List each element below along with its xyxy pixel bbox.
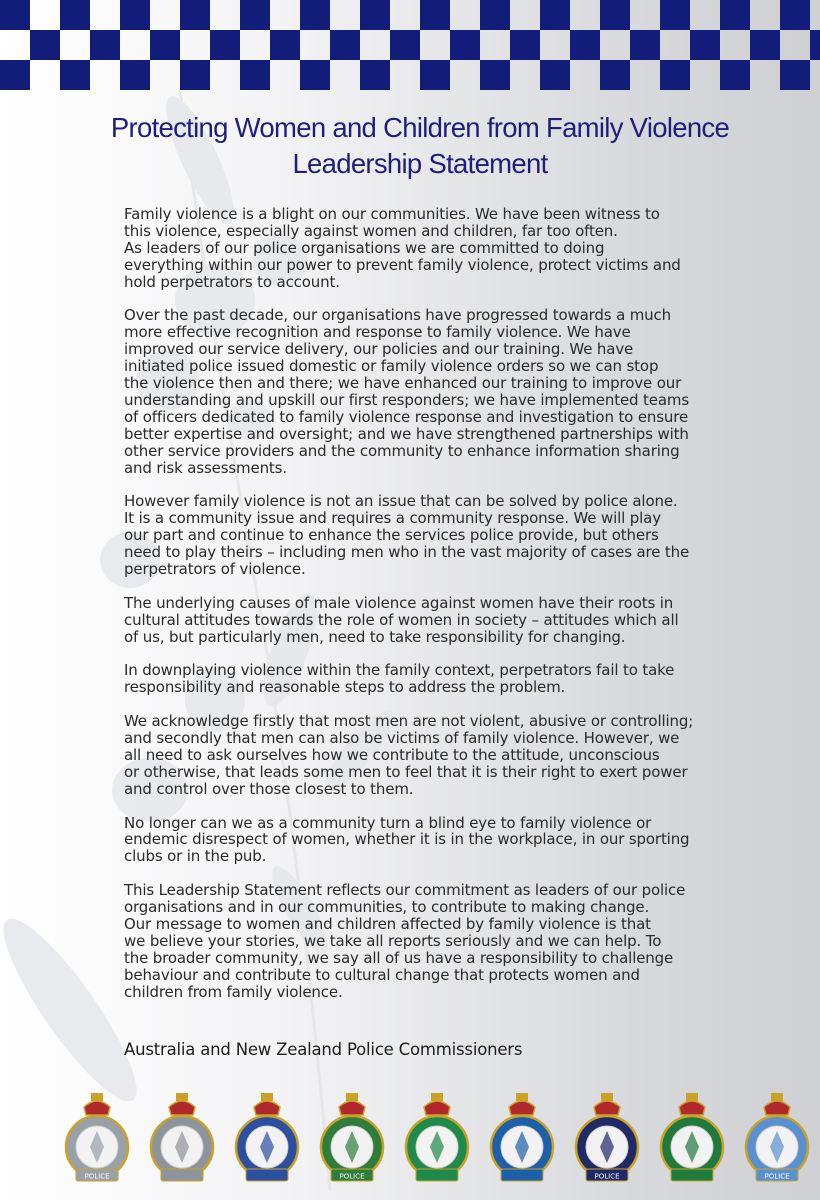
paragraph-line: behaviour and contribute to cultural change that protects women and — [124, 965, 640, 984]
paragraph-line: and control over those closest to them. — [124, 779, 414, 798]
paragraph-line: improved our service delivery, our policies and our training. We have — [124, 340, 634, 359]
paragraph-line: No longer can we as a community turn a blind eye to family violence or — [124, 813, 652, 832]
paragraph-line: of us, but particularly men, need to take responsibility for changing. — [124, 627, 626, 646]
paragraph-line: We acknowledge firstly that most men are not violent, abusive or controlling; — [124, 712, 694, 731]
statement-paragraph — [124, 815, 774, 866]
paragraph-line: this violence, especially against women and children, far too often. — [124, 221, 618, 240]
paragraph-line: cultural attitudes towards the role of women in society – attitudes which all — [124, 610, 679, 629]
new-zealand-police-badge-icon — [232, 1091, 302, 1185]
paragraph-line: Our message to women and children affected by family violence is that — [124, 914, 651, 933]
paragraph-line: clubs or in the pub. — [124, 847, 267, 866]
statement-paragraph — [124, 882, 774, 1000]
paragraph-line: The underlying causes of male violence against women have their roots in — [124, 593, 674, 612]
paragraph-line: need to play theirs – including men who in the vast majority of cases are the — [124, 543, 690, 562]
paragraph-line: we believe your stories, we take all reports seriously and we can help. To — [124, 931, 662, 950]
svg-text:POLICE: POLICE — [339, 1172, 365, 1181]
paragraph-line: This Leadership Statement reflects our commitment as leaders of our police — [124, 881, 686, 900]
paragraph-line: other service providers and the community to enhance information sharing — [124, 441, 680, 460]
tasmania-police-badge-icon — [572, 1091, 642, 1185]
page-title — [20, 110, 820, 182]
paragraph-line: Family violence is a blight on our communities. We have been witness to — [124, 205, 660, 223]
paragraph-line: children from family violence. — [124, 982, 343, 1001]
svg-text:POLICE: POLICE — [764, 1172, 790, 1181]
title-line-1: Protecting Women and Children from Family Violence — [110, 112, 730, 143]
paragraph-line: Over the past decade, our organisations have progressed towards a much — [124, 306, 671, 325]
paragraph-line: and secondly that men can also be victims of family violence. However, we — [124, 729, 680, 748]
statement-paragraph — [124, 493, 774, 578]
paragraph-line: However family violence is not an issue that can be solved by police alone. — [124, 492, 678, 511]
wa-police-badge-icon — [742, 1091, 812, 1185]
checkered-band — [0, 0, 820, 90]
paragraph-line: initiated police issued domestic or family violence orders so we can stop — [124, 357, 659, 376]
statement-paragraph — [124, 206, 774, 291]
statement-body — [124, 206, 774, 1017]
paragraph-line: endemic disrespect of women, whether it is in the workplace, in our sporting — [124, 830, 690, 849]
paragraph-line: all need to ask ourselves how we contribute to the attitude, unconscious — [124, 745, 660, 764]
paragraph-line: the broader community, we say all of us have a responsibility to challenge — [124, 948, 674, 967]
victoria-police-badge-icon — [657, 1091, 727, 1185]
nsw-police-badge-icon — [147, 1091, 217, 1185]
signature: Australia and New Zealand Police Commissioners — [124, 1040, 523, 1059]
paragraph-line: It is a community issue and requires a community response. We will play — [124, 509, 661, 528]
paragraph-line: responsibility and reasonable steps to address the problem. — [124, 678, 566, 697]
paragraph-line: our part and continue to enhance the services police provide, but others — [124, 526, 659, 545]
paragraph-line: everything within our power to prevent family violence, protect victims and — [124, 255, 681, 274]
paragraph-line: and risk assessments. — [124, 458, 287, 477]
paragraph-line: perpetrators of violence. — [124, 560, 306, 578]
northern-territory-police-badge-icon — [317, 1091, 387, 1185]
statement-paragraph — [124, 662, 774, 696]
queensland-police-badge-icon — [402, 1091, 472, 1185]
south-australia-police-badge-icon — [487, 1091, 557, 1185]
paragraph-line: more effective recognition and response to family violence. We have — [124, 323, 631, 342]
svg-text:POLICE: POLICE — [84, 1172, 110, 1181]
police-badges-row — [62, 1088, 820, 1188]
paragraph-line: As leaders of our police organisations we are committed to doing — [124, 238, 605, 257]
statement-paragraph — [124, 307, 774, 476]
paragraph-line: organisations and in our communities, to contribute to making change. — [124, 898, 650, 917]
paragraph-line: the violence then and there; we have enhanced our training to improve our — [124, 374, 682, 393]
title-line-2: Leadership Statement — [292, 148, 548, 179]
paragraph-line: understanding and upskill our first responders; we have implemented teams — [124, 390, 689, 409]
paragraph-line: In downplaying violence within the family context, perpetrators fail to take — [124, 661, 675, 680]
paragraph-line: of officers dedicated to family violence response and investigation to ensure — [124, 407, 689, 426]
statement-paragraph — [124, 713, 774, 798]
australian-federal-police-badge-icon — [62, 1091, 132, 1185]
svg-text:POLICE: POLICE — [594, 1172, 620, 1181]
paragraph-line: better expertise and oversight; and we have strengthened partnerships with — [124, 424, 689, 443]
statement-paragraph — [124, 595, 774, 646]
paragraph-line: hold perpetrators to account. — [124, 272, 340, 291]
paragraph-line: or otherwise, that leads some men to feel that it is their right to exert power — [124, 762, 688, 781]
